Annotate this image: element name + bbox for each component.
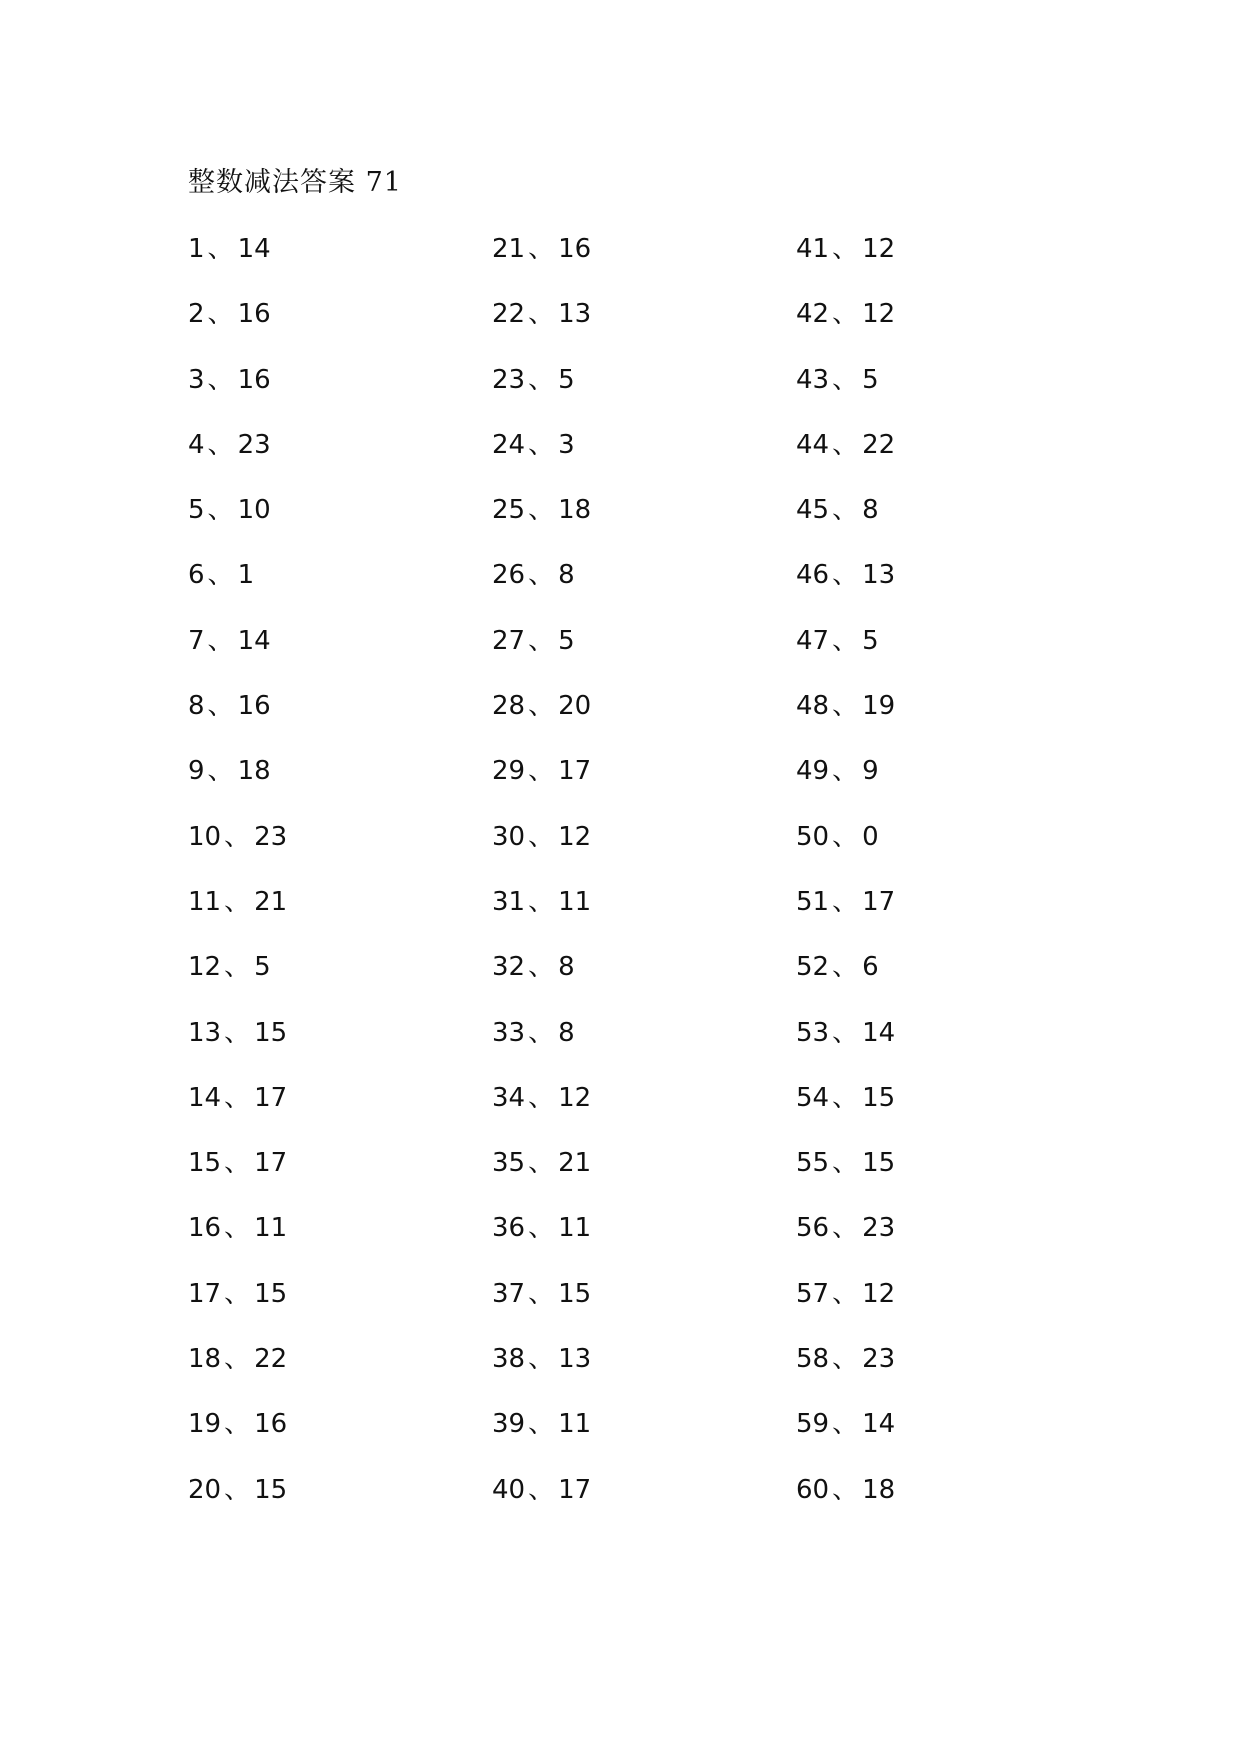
- answer-item: [492, 1016, 752, 1081]
- answer-item: [188, 950, 448, 1015]
- separator: 、: [832, 234, 859, 264]
- answer-item: [796, 820, 1056, 885]
- answer-value: 12: [558, 1082, 592, 1113]
- separator: 、: [528, 1213, 555, 1244]
- answer-value: 5: [558, 625, 575, 656]
- question-number: 26: [492, 560, 526, 591]
- separator: 、: [528, 495, 555, 526]
- answer-item: [492, 950, 752, 1015]
- answer-item: [796, 624, 1056, 689]
- answer-value: 21: [254, 886, 288, 917]
- answer-item: [188, 232, 448, 297]
- separator: 、: [528, 1344, 555, 1375]
- separator: 、: [528, 691, 555, 722]
- separator: 、: [224, 821, 251, 852]
- answer-item: [492, 428, 752, 493]
- separator: 、: [832, 691, 859, 722]
- separator: 、: [207, 299, 234, 330]
- separator: 、: [528, 952, 555, 983]
- question-number: 5: [188, 495, 205, 526]
- answer-column: [492, 232, 752, 1538]
- answer-value: 16: [254, 1409, 288, 1440]
- separator: 、: [528, 1278, 555, 1309]
- answer-value: 15: [254, 1474, 288, 1505]
- answer-value: 11: [558, 1213, 592, 1244]
- answer-item: [492, 1211, 752, 1276]
- answer-value: 23: [862, 1213, 896, 1244]
- answer-value: 15: [862, 1148, 896, 1179]
- question-number: 25: [492, 495, 526, 526]
- question-number: 38: [492, 1344, 526, 1375]
- answer-item: [796, 1473, 1056, 1538]
- separator: 、: [832, 821, 859, 852]
- answer-item: [188, 624, 448, 689]
- answer-value: 15: [558, 1278, 592, 1309]
- answer-value: 20: [558, 691, 592, 722]
- answer-value: 21: [558, 1148, 592, 1179]
- separator: 、: [207, 625, 234, 656]
- question-number: 24: [492, 429, 526, 460]
- question-number: 36: [492, 1213, 526, 1244]
- answer-item: [188, 820, 448, 885]
- answer-value: 3: [558, 429, 575, 460]
- separator: 、: [528, 1017, 555, 1048]
- answer-item: [188, 1211, 448, 1276]
- question-number: 47: [796, 625, 830, 656]
- answer-item: [492, 363, 752, 428]
- question-number: 2: [188, 299, 205, 330]
- question-number: 39: [492, 1409, 526, 1440]
- answer-item: [188, 885, 448, 950]
- answer-item: [188, 493, 448, 558]
- answer-item: [492, 754, 752, 819]
- answer-item: [492, 1081, 752, 1146]
- answer-value: 12: [558, 821, 592, 852]
- separator: 、: [832, 299, 859, 330]
- separator: 、: [528, 1148, 555, 1179]
- separator: 、: [832, 1474, 859, 1505]
- question-number: 37: [492, 1278, 526, 1309]
- answer-value: 8: [558, 560, 575, 591]
- question-number: 49: [796, 756, 830, 787]
- question-number: 8: [188, 691, 205, 722]
- answer-item: [796, 1211, 1056, 1276]
- answer-item: [796, 1342, 1056, 1407]
- answer-value: 23: [862, 1344, 896, 1375]
- answer-value: 13: [558, 299, 592, 330]
- separator: 、: [832, 756, 859, 787]
- question-number: 59: [796, 1409, 830, 1440]
- answer-value: 6: [862, 952, 879, 983]
- question-number: 18: [188, 1344, 222, 1375]
- separator: 、: [528, 429, 555, 460]
- answer-item: [188, 1081, 448, 1146]
- answer-item: [188, 1146, 448, 1211]
- question-number: 6: [188, 560, 205, 591]
- separator: 、: [832, 560, 859, 591]
- question-number: 56: [796, 1213, 830, 1244]
- answer-value: 14: [862, 1409, 896, 1440]
- answer-value: 15: [254, 1278, 288, 1309]
- answer-item: [188, 1277, 448, 1342]
- answer-value: 9: [862, 756, 879, 787]
- separator: 、: [207, 756, 234, 787]
- answer-item: [796, 363, 1056, 428]
- separator: 、: [528, 560, 555, 591]
- answer-value: 18: [558, 495, 592, 526]
- separator: 、: [224, 1082, 251, 1113]
- answer-item: [188, 754, 448, 819]
- answer-value: 18: [862, 1474, 896, 1505]
- answer-value: 12: [862, 299, 896, 330]
- answer-value: 11: [558, 1409, 592, 1440]
- answer-item: [796, 1016, 1056, 1081]
- question-number: 16: [188, 1213, 222, 1244]
- question-number: 34: [492, 1082, 526, 1113]
- answer-item: [796, 297, 1056, 362]
- answer-item: [492, 1277, 752, 1342]
- answer-item: [188, 1016, 448, 1081]
- separator: 、: [528, 625, 555, 656]
- separator: 、: [832, 625, 859, 656]
- question-number: 7: [188, 625, 205, 656]
- separator: 、: [528, 364, 555, 395]
- answer-item: [492, 624, 752, 689]
- separator: 、: [207, 495, 234, 526]
- answer-value: 11: [558, 886, 592, 917]
- separator: 、: [832, 886, 859, 917]
- question-number: 44: [796, 429, 830, 460]
- separator: 、: [528, 756, 555, 787]
- answer-item: [188, 1473, 448, 1538]
- separator: 、: [207, 429, 234, 460]
- separator: 、: [832, 1082, 859, 1113]
- answer-value: 18: [237, 756, 271, 787]
- question-number: 41: [796, 234, 830, 264]
- question-number: 33: [492, 1017, 526, 1048]
- separator: 、: [528, 234, 555, 264]
- separator: 、: [832, 952, 859, 983]
- question-number: 53: [796, 1017, 830, 1048]
- answer-item: [188, 297, 448, 362]
- answer-value: 23: [237, 429, 271, 460]
- answer-item: [188, 558, 448, 623]
- question-number: 57: [796, 1278, 830, 1309]
- answer-value: 14: [237, 625, 271, 656]
- separator: 、: [224, 1017, 251, 1048]
- question-number: 31: [492, 886, 526, 917]
- separator: 、: [207, 234, 234, 264]
- question-number: 48: [796, 691, 830, 722]
- question-number: 22: [492, 299, 526, 330]
- answer-item: [492, 1342, 752, 1407]
- separator: 、: [528, 1409, 555, 1440]
- question-number: 13: [188, 1017, 222, 1048]
- answer-value: 15: [254, 1017, 288, 1048]
- answer-value: 5: [254, 952, 271, 983]
- question-number: 10: [188, 821, 222, 852]
- question-number: 3: [188, 364, 205, 395]
- answer-value: 0: [862, 821, 879, 852]
- separator: 、: [528, 821, 555, 852]
- separator: 、: [832, 1148, 859, 1179]
- question-number: 58: [796, 1344, 830, 1375]
- question-number: 45: [796, 495, 830, 526]
- separator: 、: [832, 1017, 859, 1048]
- answer-value: 23: [254, 821, 288, 852]
- question-number: 15: [188, 1148, 222, 1179]
- answer-item: [492, 493, 752, 558]
- answer-value: 8: [862, 495, 879, 526]
- question-number: 40: [492, 1474, 526, 1505]
- answer-value: 8: [558, 952, 575, 983]
- answer-item: [492, 232, 752, 297]
- separator: 、: [207, 691, 234, 722]
- question-number: 46: [796, 560, 830, 591]
- answer-value: 12: [862, 1278, 896, 1309]
- answer-item: [188, 689, 448, 754]
- separator: 、: [224, 952, 251, 983]
- answer-value: 17: [862, 886, 896, 917]
- answer-item: [188, 428, 448, 493]
- separator: 、: [528, 299, 555, 330]
- question-number: 52: [796, 952, 830, 983]
- question-number: 43: [796, 364, 830, 395]
- question-number: 28: [492, 691, 526, 722]
- question-number: 12: [188, 952, 222, 983]
- page-title: 整数减法答案 71: [188, 167, 402, 198]
- question-number: 4: [188, 429, 205, 460]
- answer-item: [492, 885, 752, 950]
- answer-item: [796, 1277, 1056, 1342]
- answer-item: [492, 558, 752, 623]
- answer-item: [796, 428, 1056, 493]
- question-number: 54: [796, 1082, 830, 1113]
- answer-value: 17: [254, 1148, 288, 1179]
- answer-value: 16: [237, 691, 271, 722]
- answer-item: [796, 689, 1056, 754]
- question-number: 32: [492, 952, 526, 983]
- answer-value: 5: [862, 625, 879, 656]
- answer-column: [796, 232, 1056, 1538]
- question-number: 29: [492, 756, 526, 787]
- question-number: 14: [188, 1082, 222, 1113]
- separator: 、: [224, 1213, 251, 1244]
- question-number: 21: [492, 234, 526, 264]
- answer-value: 14: [862, 1017, 896, 1048]
- question-number: 17: [188, 1278, 222, 1309]
- answer-item: [796, 885, 1056, 950]
- answer-value: 16: [237, 364, 271, 395]
- separator: 、: [224, 1344, 251, 1375]
- answer-value: 22: [862, 429, 896, 460]
- separator: 、: [207, 560, 234, 591]
- answer-value: 15: [862, 1082, 896, 1113]
- answer-item: [492, 689, 752, 754]
- answer-value: 17: [558, 1474, 592, 1505]
- separator: 、: [528, 1082, 555, 1113]
- question-number: 27: [492, 625, 526, 656]
- answer-item: [492, 820, 752, 885]
- separator: 、: [832, 1344, 859, 1375]
- answer-item: [492, 297, 752, 362]
- answer-value: 22: [254, 1344, 288, 1375]
- answer-value: 19: [862, 691, 896, 722]
- question-number: 9: [188, 756, 205, 787]
- answer-item: [492, 1407, 752, 1472]
- question-number: 50: [796, 821, 830, 852]
- question-number: 1: [188, 234, 205, 264]
- question-number: 23: [492, 364, 526, 395]
- question-number: 60: [796, 1474, 830, 1505]
- answer-value: 16: [237, 299, 271, 330]
- question-number: 11: [188, 886, 222, 917]
- question-number: 20: [188, 1474, 222, 1505]
- separator: 、: [224, 1278, 251, 1309]
- separator: 、: [832, 1278, 859, 1309]
- answer-item: [188, 1342, 448, 1407]
- answer-value: 11: [254, 1213, 288, 1244]
- answer-value: 5: [558, 364, 575, 395]
- answer-item: [492, 1146, 752, 1211]
- answer-value: 17: [254, 1082, 288, 1113]
- answer-item: [796, 1146, 1056, 1211]
- answer-value: 10: [237, 495, 271, 526]
- answer-value: 17: [558, 756, 592, 787]
- answer-item: [796, 1407, 1056, 1472]
- separator: 、: [224, 1148, 251, 1179]
- answer-value: 16: [558, 234, 592, 264]
- separator: 、: [832, 364, 859, 395]
- answer-item: [796, 950, 1056, 1015]
- answer-item: [796, 232, 1056, 297]
- answer-value: 14: [237, 234, 271, 264]
- separator: 、: [224, 1409, 251, 1440]
- answer-value: 1: [237, 560, 255, 591]
- answer-item: [796, 754, 1056, 819]
- answer-item: [796, 493, 1056, 558]
- answer-column: [188, 232, 448, 1538]
- answer-value: 13: [558, 1344, 592, 1375]
- answer-value: 8: [558, 1017, 575, 1048]
- question-number: 19: [188, 1409, 222, 1440]
- separator: 、: [832, 429, 859, 460]
- separator: 、: [528, 886, 555, 917]
- separator: 、: [832, 495, 859, 526]
- answer-item: [188, 363, 448, 428]
- answer-item: [796, 1081, 1056, 1146]
- answer-item: [188, 1407, 448, 1472]
- question-number: 55: [796, 1148, 830, 1179]
- answer-item: [796, 558, 1056, 623]
- question-number: 42: [796, 299, 830, 330]
- answer-item: [492, 1473, 752, 1538]
- question-number: 51: [796, 886, 830, 917]
- separator: 、: [832, 1213, 859, 1244]
- separator: 、: [207, 364, 234, 395]
- separator: 、: [528, 1474, 555, 1505]
- question-number: 30: [492, 821, 526, 852]
- separator: 、: [224, 1474, 251, 1505]
- question-number: 35: [492, 1148, 526, 1179]
- answer-value: 5: [862, 364, 879, 395]
- answer-value: 12: [862, 234, 896, 264]
- separator: 、: [832, 1409, 859, 1440]
- separator: 、: [224, 886, 251, 917]
- answer-value: 13: [862, 560, 896, 591]
